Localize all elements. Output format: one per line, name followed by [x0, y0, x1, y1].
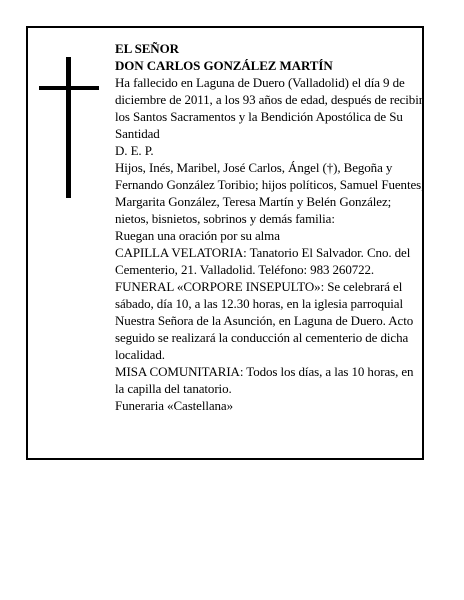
cross-horizontal-bar	[39, 86, 99, 90]
death-announcement: Ha fallecido en Laguna de Duero (Valladolid) el día 9 de diciembre de 2011, a los 93 años de edad, después de recibir los Santos Sacramentos y la Bendición Apostólica de Su Santidad	[115, 75, 423, 141]
mass-info: MISA COMUNITARIA: Todos los días, a las 10 horas, en la capilla del tanatorio.	[115, 364, 414, 396]
funeral-info: FUNERAL «CORPORE INSEPULTO»: Se celebrará el sábado, día 10, a las 12.30 horas, en la iglesia parroquial Nuestra Señora de la Asunción, en Laguna de Duero. Acto seguido se realizará la conducción al cementerio de dicha localidad.	[115, 279, 414, 362]
title-line-1: EL SEÑOR	[115, 41, 179, 56]
obituary-notice	[26, 26, 424, 460]
cross-vertical-bar	[66, 57, 71, 198]
notice-content	[115, 40, 425, 414]
deceased-name: DON CARLOS GONZÁLEZ MARTÍN	[115, 58, 333, 73]
prayer-request: Ruegan una oración por su alma	[115, 228, 280, 243]
cross-icon	[39, 57, 99, 198]
chapel-info: CAPILLA VELATORIA: Tanatorio El Salvador. Cno. del Cementerio, 21. Valladolid. Teléfono: 983 260722.	[115, 245, 411, 277]
family-list: Hijos, Inés, Maribel, José Carlos, Ángel (†), Begoña y Fernando González Toribio; hijos políticos, Samuel Fuentes, Margarita González, Teresa Martín y Belén González; nietos, bisnietos, sobrinos y demás familia:	[115, 160, 425, 226]
funeral-home: Funeraria «Castellana»	[115, 398, 234, 413]
dep-line: D. E. P.	[115, 143, 154, 158]
